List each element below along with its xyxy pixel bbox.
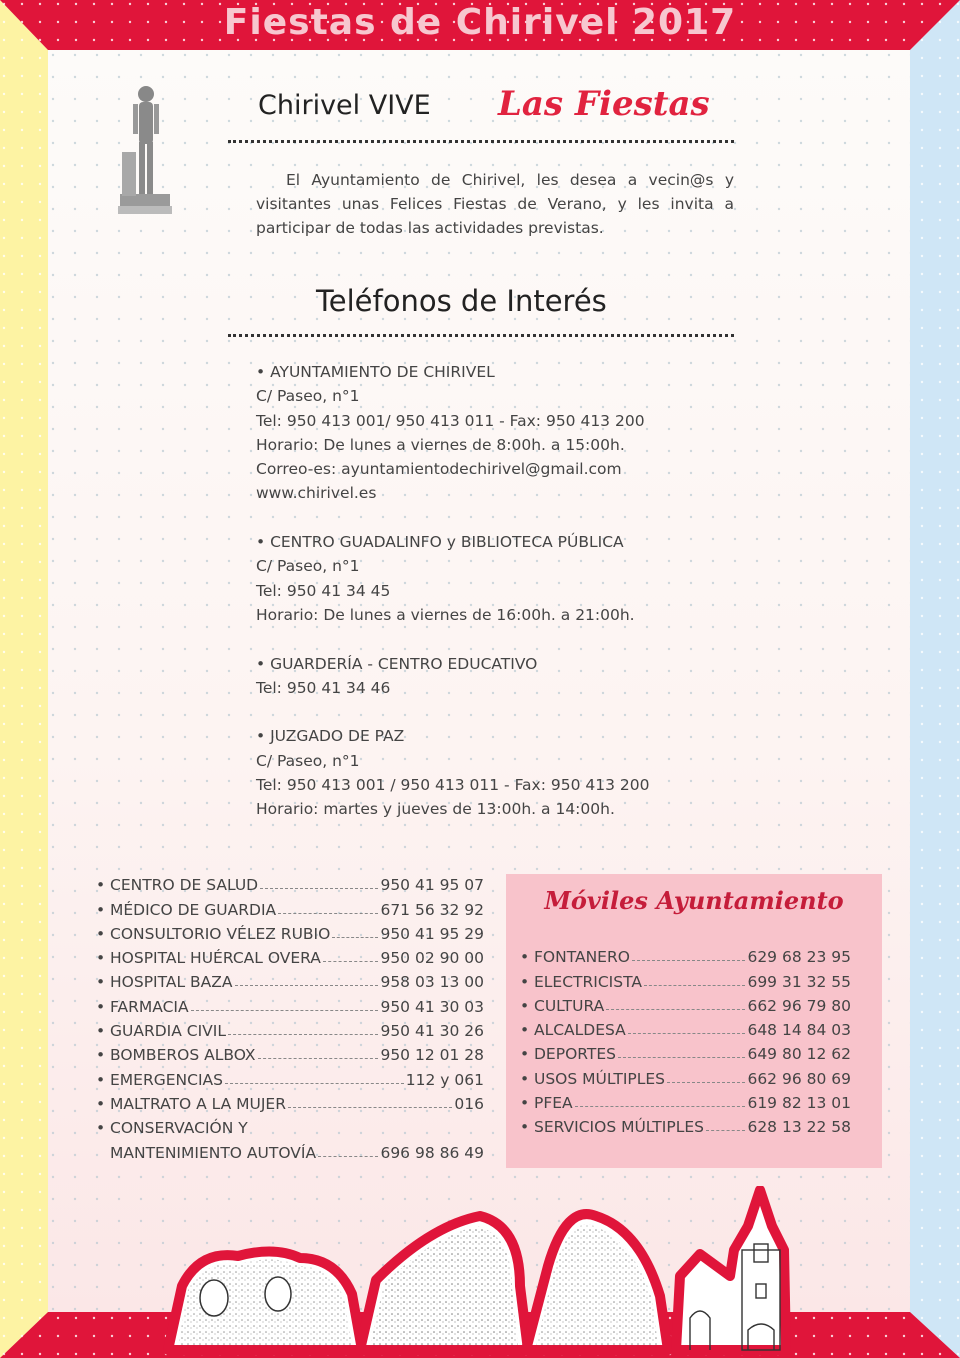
item-name: CULTURA: [534, 996, 605, 1015]
item-phone: 628 13 22 58: [747, 1118, 851, 1137]
mobiles-list: [520, 942, 851, 1136]
item-phone: 648 14 84 03: [747, 1021, 851, 1040]
contact-hours: Horario: De lunes a viernes de 8:00h. a 15:00h.: [256, 435, 625, 454]
item-name: BOMBEROS ALBOX: [110, 1046, 256, 1065]
item-name: USOS MÚLTIPLES: [534, 1069, 666, 1088]
item-phone: 958 03 13 00: [380, 973, 484, 992]
item-name: MALTRATO A LA MUJER: [110, 1094, 286, 1113]
item-phone: 649 80 12 62: [747, 1045, 851, 1064]
contact-name: • JUZGADO DE PAZ: [256, 727, 405, 746]
contact-name: • AYUNTAMIENTO DE CHIRIVEL: [256, 363, 495, 381]
list-item: • HOSPITAL BAZA 958 03 13 00: [96, 973, 484, 992]
heading-script: Las Fiestas: [498, 84, 710, 124]
item-phone: 950 41 95 07: [380, 876, 484, 895]
list-item: • BOMBEROS ALBOX 950 12 01 28: [96, 1046, 484, 1065]
contact-ayuntamiento: [256, 360, 776, 506]
list-item: • FARMACIA 950 41 30 03: [96, 997, 484, 1016]
list-item: • MÉDICO DE GUARDIA 671 56 32 92: [96, 900, 484, 919]
contact-hours: Horario: martes y jueves de 13:00h. a 14:00h.: [256, 800, 615, 819]
contact-phone: Tel: 950 41 34 46: [256, 678, 391, 697]
contact-address: C/ Paseo, n°1: [256, 751, 360, 770]
item-name: GUARDIA CIVIL: [110, 1022, 226, 1041]
contact-address: C/ Paseo, n°1: [256, 387, 360, 406]
item-name: DEPORTES: [534, 1045, 617, 1064]
contact-guadalinfo: [256, 530, 776, 627]
list-item: • USOS MÚLTIPLES 662 96 80 69: [520, 1069, 851, 1088]
item-phone: 619 82 13 01: [747, 1094, 851, 1113]
item-name: HOSPITAL BAZA: [110, 973, 233, 992]
item-phone: 950 41 30 26: [380, 1022, 484, 1041]
list-item: • HOSPITAL HUÉRCAL OVERA 950 02 90 00: [96, 949, 484, 968]
heading-title: Chirivel VIVE: [258, 90, 431, 121]
list-item: • CONSERVACIÓN Y: [96, 1119, 248, 1138]
contact-phone: Tel: 950 413 001/ 950 413 011 - Fax: 950 413 200: [256, 411, 645, 430]
item-name: SERVICIOS MÚLTIPLES: [534, 1118, 704, 1137]
contacts-list: [256, 360, 776, 846]
list-item: • MALTRATO A LA MUJER 016: [96, 1094, 484, 1113]
item-phone: 016: [454, 1094, 484, 1113]
contact-phone: Tel: 950 41 34 45: [256, 581, 391, 600]
list-item: [96, 1137, 484, 1161]
list-item: • SERVICIOS MÚLTIPLES 628 13 22 58: [520, 1118, 851, 1137]
item-phone: 699 31 32 55: [747, 972, 851, 991]
item-phone: 662 96 79 80: [747, 996, 851, 1015]
list-item: • CENTRO DE SALUD 950 41 95 07: [96, 876, 484, 895]
contact-hours: Horario: De lunes a viernes de 16:00h. a 21:00h.: [256, 605, 635, 624]
item-name: ALCALDESA: [534, 1021, 626, 1040]
item-name: FONTANERO: [534, 948, 630, 967]
item-phone: 950 41 30 03: [380, 997, 484, 1016]
phones-heading: Teléfonos de Interés: [316, 284, 607, 318]
statue-illustration: [116, 82, 174, 214]
item-phone: 112 y 061: [405, 1070, 484, 1089]
list-item: • PFEA 619 82 13 01: [520, 1094, 851, 1113]
item-name-continued: MANTENIMIENTO AUTOVÍA: [110, 1143, 317, 1162]
item-name: PFEA: [534, 1094, 573, 1113]
item-phone: 950 12 01 28: [380, 1046, 484, 1065]
item-phone: 950 02 90 00: [380, 949, 484, 968]
contact-juzgado: [256, 724, 776, 821]
item-name: CENTRO DE SALUD: [110, 876, 259, 895]
contact-name: • GUARDERÍA - CENTRO EDUCATIVO: [256, 654, 538, 673]
item-name: EMERGENCIAS: [110, 1070, 223, 1089]
item-phone: 671 56 32 92: [380, 900, 484, 919]
list-item: • FONTANERO 629 68 23 95: [520, 948, 851, 967]
item-name: CONSULTORIO VÉLEZ RUBIO: [110, 924, 331, 943]
item-phone: 950 41 95 29: [380, 924, 484, 943]
list-item: • GUARDIA CIVIL 950 41 30 26: [96, 1022, 484, 1041]
mobiles-title: Móviles Ayuntamiento: [544, 886, 844, 915]
emergency-phone-list: [96, 870, 484, 1162]
item-name: CONSERVACIÓN Y: [110, 1119, 248, 1138]
item-phone: 662 96 80 69: [747, 1069, 851, 1088]
contact-name: • CENTRO GUADALINFO y BIBLIOTECA PÚBLICA: [256, 533, 624, 552]
list-item: • ELECTRICISTA 699 31 32 55: [520, 972, 851, 991]
intro-text: El Ayuntamiento de Chirivel, les desea a vecin@s y visitantes unas Felices Fiestas de Verano, y les invita a participar de todas las actividades previstas.: [256, 171, 734, 237]
item-phone: 629 68 23 95: [747, 948, 851, 967]
banner-title: Fiestas de Chirivel 2017: [223, 2, 737, 43]
dotted-divider: [228, 334, 734, 337]
item-name: ELECTRICISTA: [534, 972, 642, 991]
list-item: • EMERGENCIAS 112 y 061: [96, 1070, 484, 1089]
item-name: MÉDICO DE GUARDIA: [110, 900, 277, 919]
contact-address: C/ Paseo, n°1: [256, 557, 360, 576]
contact-website: www.chirivel.es: [256, 484, 377, 503]
dotted-divider: [228, 140, 734, 143]
landmarks-illustration: [0, 1186, 960, 1358]
contact-guarderia: [256, 652, 776, 701]
list-item: • CULTURA 662 96 79 80: [520, 996, 851, 1015]
item-phone: 696 98 86 49: [380, 1143, 484, 1162]
list-item: • CONSULTORIO VÉLEZ RUBIO 950 41 95 29: [96, 924, 484, 943]
contact-phone: Tel: 950 413 001 / 950 413 011 - Fax: 950 413 200: [256, 776, 650, 795]
item-name: FARMACIA: [110, 997, 189, 1016]
item-name: HOSPITAL HUÉRCAL OVERA: [110, 949, 321, 968]
list-item: • ALCALDESA 648 14 84 03: [520, 1021, 851, 1040]
contact-email: Correo-es: ayuntamientodechirivel@gmail.com: [256, 460, 622, 479]
list-item: • DEPORTES 649 80 12 62: [520, 1045, 851, 1064]
